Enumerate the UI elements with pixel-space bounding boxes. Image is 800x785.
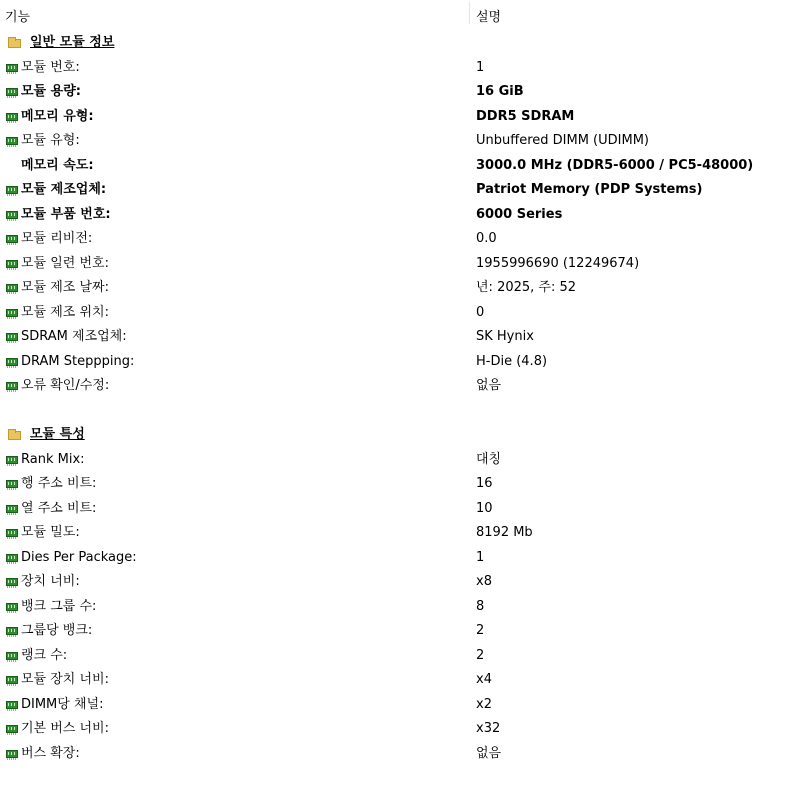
property-value: 년: 2025, 주: 52 [476,280,577,295]
memory-module-icon [6,260,18,268]
property-value: 16 [476,476,493,491]
property-value: 대칭 [476,451,502,467]
memory-module-icon [6,382,18,390]
memory-module-icon [6,480,18,488]
property-value: 6000 Series [476,206,563,222]
memory-module-icon [6,627,18,635]
memory-module-icon [6,676,18,684]
property-value: 10 [476,500,493,516]
property-label: DIMM당 채널: [21,696,104,712]
property-value: 2 [476,623,485,638]
property-row[interactable] [0,693,800,718]
property-list [0,31,800,766]
property-value: 8192 Mb [476,525,533,540]
property-row[interactable] [0,227,800,252]
property-value: x32 [476,721,501,736]
folder-icon [8,431,21,440]
property-value: 2 [476,647,485,663]
property-row[interactable] [0,472,800,497]
memory-module-icon [6,505,18,513]
property-row[interactable] [0,350,800,375]
property-value: 1955996690 (12249674) [476,255,640,271]
memory-module-icon [6,333,18,341]
property-value: 없음 [476,745,502,761]
column-header [0,0,800,28]
memory-module-icon [6,456,18,464]
memory-module-icon [6,554,18,562]
property-label: 뱅크 그룹 수: [21,598,97,614]
property-row[interactable] [0,448,800,473]
property-label: 오류 확인/수정: [21,378,110,393]
property-value: SK Hynix [476,329,534,344]
property-value: Patriot Memory (PDP Systems) [476,182,703,197]
memory-module-icon [6,235,18,243]
memory-module-icon [6,113,18,121]
property-label: SDRAM 제조업체: [21,329,127,344]
memory-module-icon [6,701,18,709]
property-label: 메모리 유형: [21,108,94,124]
memory-module-icon [6,137,18,145]
property-row[interactable] [0,105,800,130]
property-row[interactable] [0,374,800,399]
column-header-description[interactable]: 설명 [476,10,502,25]
property-row[interactable] [0,546,800,571]
property-label: 모듈 번호: [21,59,80,75]
property-label: Dies Per Package: [21,549,137,565]
section-header[interactable] [0,31,800,56]
memory-module-icon [6,603,18,611]
property-value: DDR5 SDRAM [476,108,575,124]
memory-module-icon [6,211,18,219]
property-row[interactable] [0,301,800,326]
property-row[interactable] [0,570,800,595]
memory-module-icon [6,186,18,194]
property-value: x8 [476,574,492,589]
property-row[interactable] [0,154,800,179]
property-label: 메모리 속도: [21,157,94,173]
property-value: 3000.0 MHz (DDR5-6000 / PC5-48000) [476,157,754,173]
property-row[interactable] [0,80,800,105]
property-value: 16 GiB [476,84,524,99]
section-title: 일반 모듈 정보 [30,35,115,50]
property-row[interactable] [0,668,800,693]
property-label: 모듈 부품 번호: [21,206,111,222]
property-value: 0.0 [476,231,497,246]
property-value: H-Die (4.8) [476,353,548,369]
property-label: 버스 확장: [21,745,80,761]
property-value: 1 [476,549,485,565]
property-label: 모듈 밀도: [21,525,80,540]
property-label: 기본 버스 너비: [21,721,109,736]
memory-module-icon [6,88,18,96]
property-value: x4 [476,672,492,687]
property-label: 모듈 제조 위치: [21,304,109,320]
property-value: Unbuffered DIMM (UDIMM) [476,133,649,148]
property-row[interactable] [0,742,800,767]
property-row[interactable] [0,129,800,154]
property-row[interactable] [0,619,800,644]
section-title: 모듈 특성 [30,427,85,442]
memory-module-icon [6,358,18,366]
property-value: 없음 [476,378,502,393]
property-label: 모듈 유형: [21,133,80,148]
property-row[interactable] [0,497,800,522]
memory-module-icon [6,284,18,292]
memory-module-icon [6,725,18,733]
property-row[interactable] [0,178,800,203]
property-value: 1 [476,59,485,75]
memory-module-icon [6,529,18,537]
property-value: 8 [476,598,485,614]
blank-row [0,399,800,424]
property-value: x2 [476,696,492,712]
property-row[interactable] [0,595,800,620]
property-value: 0 [476,304,485,320]
property-label: 모듈 제조업체: [21,182,107,197]
property-label: 행 주소 비트: [21,476,97,491]
property-row[interactable] [0,717,800,742]
property-label: 그룹당 뱅크: [21,623,93,638]
property-label: 랭크 수: [21,647,68,663]
property-row[interactable] [0,644,800,669]
property-label: 모듈 제조 날짜: [21,280,109,295]
property-label: 모듈 리비전: [21,231,93,246]
property-label: Rank Mix: [21,451,85,467]
memory-module-icon [6,64,18,72]
memory-module-icon [6,652,18,660]
column-divider[interactable] [469,2,470,24]
property-row[interactable] [0,276,800,301]
property-label: 모듈 장치 너비: [21,672,109,687]
memory-module-icon [6,309,18,317]
property-row[interactable] [0,521,800,546]
property-label: 열 주소 비트: [21,500,97,516]
column-header-feature[interactable]: 기능 [5,10,31,25]
property-label: DRAM Steppping: [21,353,135,369]
folder-icon [8,39,21,48]
property-row[interactable] [0,252,800,277]
memory-module-icon [6,578,18,586]
property-label: 모듈 일련 번호: [21,255,109,271]
property-row[interactable] [0,203,800,228]
section-header[interactable] [0,423,800,448]
property-row[interactable] [0,56,800,81]
property-row[interactable] [0,325,800,350]
memory-module-icon [6,750,18,758]
property-label: 장치 너비: [21,574,80,589]
property-label: 모듈 용량: [21,84,81,99]
